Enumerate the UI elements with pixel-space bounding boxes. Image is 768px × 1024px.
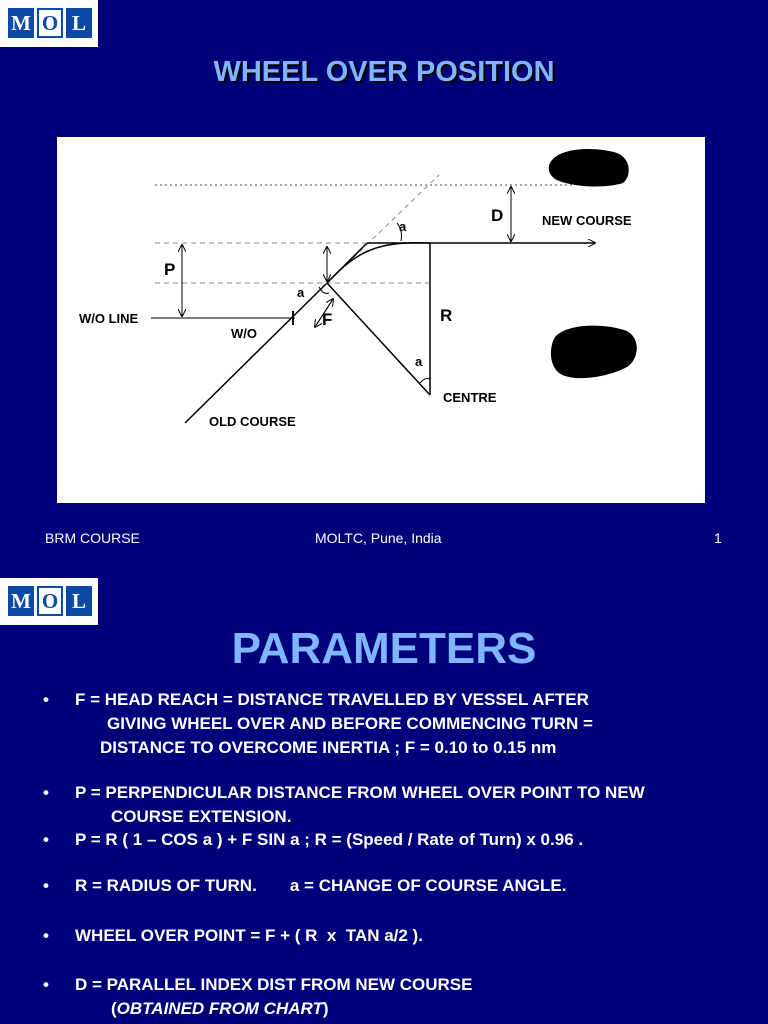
bullet-line: GIVING WHEEL OVER AND BEFORE COMMENCING TURN = (107, 714, 593, 733)
slide-title: PARAMETERS (231, 624, 537, 673)
logo-letter-l: L (66, 8, 92, 38)
bullet-line: P = PERPENDICULAR DISTANCE FROM WHEEL OVER POINT TO NEW (75, 783, 645, 802)
mol-logo (0, 0, 98, 47)
slide-title: WHEEL OVER POSITION (213, 56, 555, 88)
label-angle-a-left: a (297, 285, 305, 300)
bullet-line: WHEEL OVER POINT = F + ( R x TAN a/2 ). (75, 926, 423, 945)
label-centre: CENTRE (443, 390, 497, 405)
label-angle-a-top: a (399, 219, 407, 234)
label-old-course: OLD COURSE (209, 414, 296, 429)
label-p: P (164, 260, 176, 279)
label-r: R (440, 306, 453, 325)
bullet-p-formula (43, 828, 745, 852)
bullet-line: F = HEAD REACH = DISTANCE TRAVELLED BY VESSEL AFTER (75, 690, 589, 709)
radius-diagonal (327, 283, 430, 395)
bullet-dot: • (43, 690, 49, 709)
parameter-list (0, 566, 768, 1024)
label-angle-a-bottom: a (415, 354, 423, 369)
label-new-course: NEW COURSE (542, 213, 632, 228)
paren-close: ) (322, 999, 329, 1018)
footer-course: BRM COURSE (45, 530, 140, 546)
bullet-line: COURSE EXTENSION. (111, 807, 292, 826)
bullet-line: DISTANCE TO OVERCOME INERTIA ; F = 0.10 to 0.15 nm (100, 738, 557, 757)
footer-page-number: 1 (714, 530, 722, 546)
bullet-radius (43, 874, 745, 898)
old-course-line (185, 283, 327, 423)
bullet-perpendicular-distance (43, 781, 745, 829)
landmass-bottom (551, 326, 637, 379)
logo-letter-o: O (37, 586, 63, 616)
logo-letter-m: M (8, 8, 34, 38)
paren-open: ( (111, 999, 117, 1018)
bullet-dot: • (43, 830, 49, 849)
bullet-dot: • (43, 876, 49, 895)
angle-arc-left (319, 287, 329, 293)
wheel-over-diagram (57, 137, 705, 503)
label-f: F (322, 310, 333, 329)
bullet-dot: • (43, 783, 49, 802)
bullet-line: R = RADIUS OF TURN. a = CHANGE OF COURSE ANGLE. (75, 876, 567, 895)
bullet-dot: • (43, 975, 49, 994)
bullet-head-reach (43, 688, 745, 760)
label-d: D (491, 206, 504, 225)
slide-parameters (0, 566, 768, 1024)
label-wo-line: W/O LINE (79, 311, 139, 326)
bullet-line: P = R ( 1 – COS a ) + F SIN a ; R = (Speed / Rate of Turn) x 0.96 . (75, 830, 584, 849)
bullet-line-chart-note (75, 997, 745, 1021)
logo-letter-m: M (8, 586, 34, 616)
turn-curve (327, 243, 430, 283)
chart-note: OBTAINED FROM CHART (116, 999, 323, 1018)
upper-path (327, 243, 367, 283)
footer-institute: MOLTC, Pune, India (315, 530, 442, 546)
logo-letter-o: O (37, 8, 63, 38)
bullet-dot: • (43, 926, 49, 945)
landmass-top (549, 149, 629, 186)
bullet-wheel-over-point (43, 924, 745, 948)
bullet-parallel-index (43, 973, 745, 1021)
label-wo: W/O (231, 326, 257, 341)
angle-arc-bottom (420, 379, 430, 384)
logo-letter-l: L (66, 586, 92, 616)
bullet-line: D = PARALLEL INDEX DIST FROM NEW COURSE (75, 975, 473, 994)
